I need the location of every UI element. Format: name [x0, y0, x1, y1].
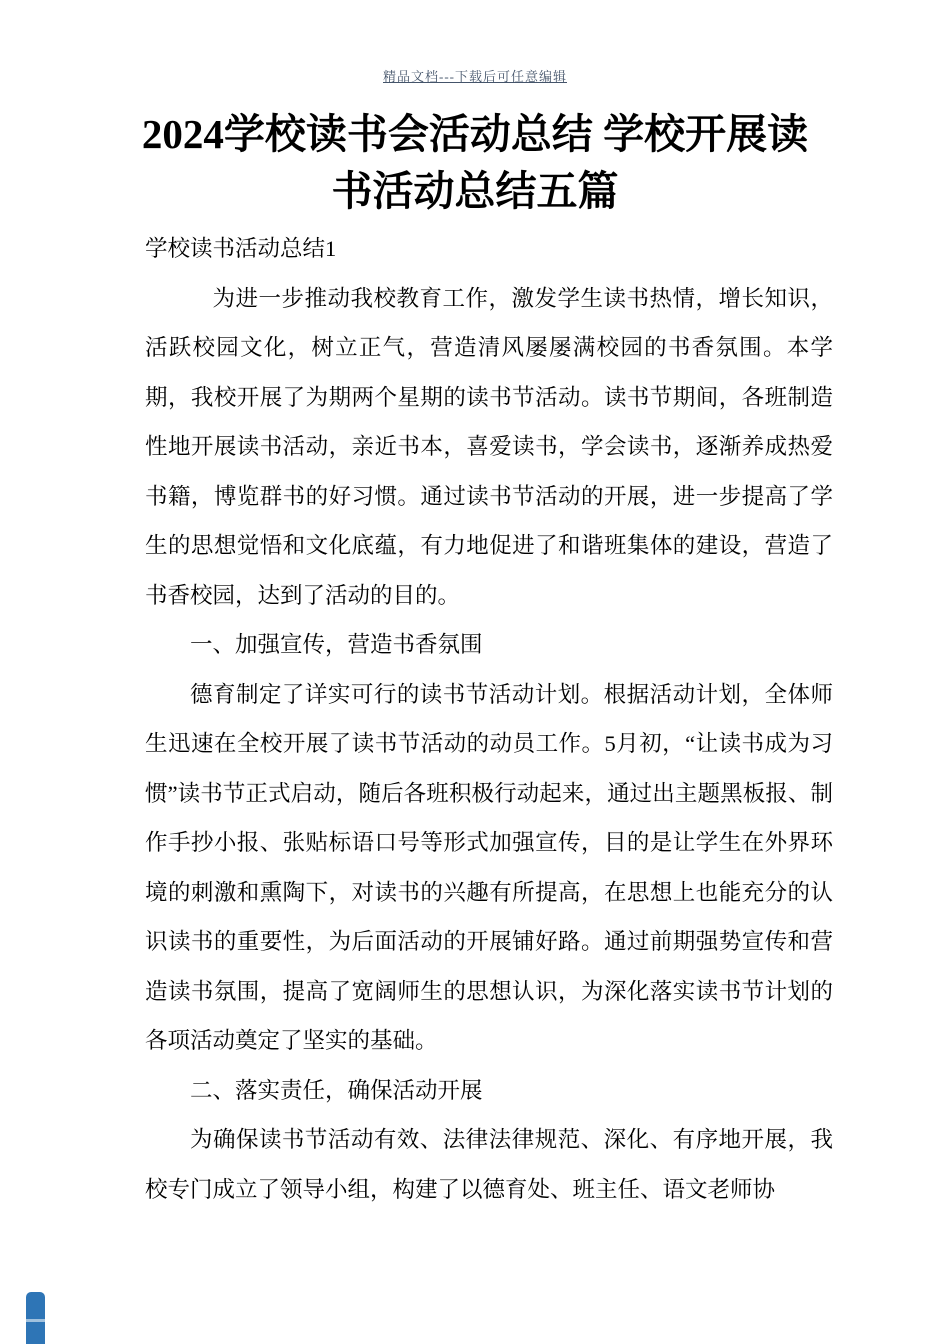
document-title-line2: 书活动总结五篇 [331, 168, 619, 214]
document-body [145, 274, 833, 1215]
document-content [145, 224, 833, 1214]
paragraph: 德育制定了详实可行的读书节活动计划。根据活动计划，全体师生迅速在全校开展了读书节活动的动员工作。5月初，“让读书成为习惯”读书节正式启动，随后各班积极行动起来，通过出主题黑板报、制作手抄小报、张贴标语口号等形式加强宣传，目的是让学生在外界环境的刺激和熏陶下，对读书的兴趣有所提高，在思想上也能充分的认识读书的重要性，为后面活动的开展铺好路。通过前期强势宣传和营造读书氛围，提高了宽阔师生的思想认识，为深化落实读书节计划的各项活动奠定了坚实的基础。 [145, 681, 833, 1053]
section-heading: 二、落实责任，确保活动开展 [190, 1077, 483, 1103]
paragraph: 为进一步推动我校教育工作，激发学生读书热情，增长知识，活跃校园文化，树立正气，营造清风屡屡满校园的书香氛围。本学期，我校开展了为期两个星期的读书节活动。读书节期间，各班制造性地开展读书活动，亲近书本，喜爱读书，学会读书，逐渐养成热爱书籍，博览群书的好习惯。通过读书节活动的开展，进一步提高了学生的思想觉悟和文化底蕴，有力地促进了和谐班集体的建设，营造了书香校园，达到了活动的目的。 [145, 285, 833, 608]
paragraph: 为确保读书节活动有效、法律法律规范、深化、有序地开展，我校专门成立了领导小组，构建了以德育处、班主任、语文老师协 [145, 1127, 833, 1202]
section-heading: 一、加强宣传，营造书香氛围 [190, 632, 483, 657]
document-title-line1: 2024学校读书会活动总结 学校开展读 [141, 111, 809, 157]
header-watermark-note: 精品文档---下载后可任意编辑 [383, 69, 567, 84]
corner-accent-shape [26, 1292, 45, 1344]
document-subtitle: 学校读书活动总结1 [145, 236, 337, 261]
document-title [130, 106, 820, 220]
corner-accent-notch [26, 1319, 45, 1322]
